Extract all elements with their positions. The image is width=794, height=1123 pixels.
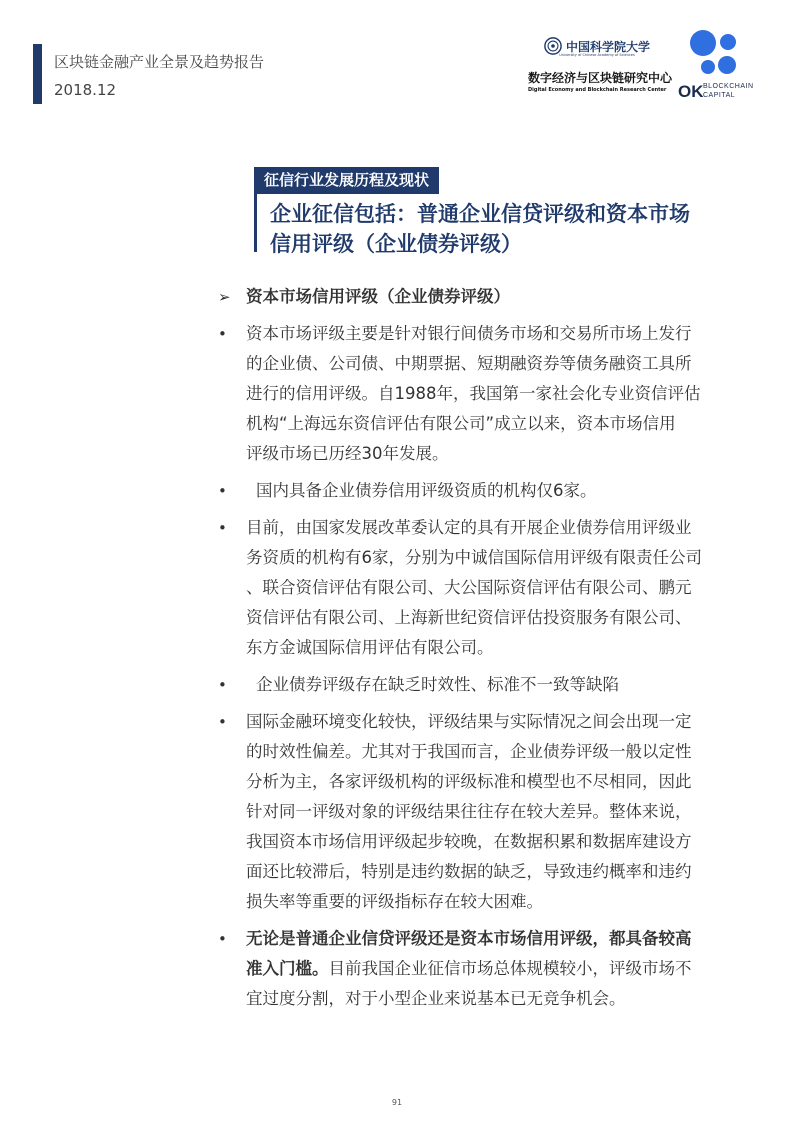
paragraph-line: 针对同一评级对象的评级结果往往存在较大差异。整体来说， bbox=[246, 802, 692, 821]
paragraph-line: 评级市场已历经30年发展。 bbox=[246, 444, 449, 463]
bullet-icon: • bbox=[218, 930, 227, 948]
ucas-center-logo bbox=[528, 34, 673, 104]
body-content bbox=[216, 282, 766, 1021]
paragraph-line: 企业债券评级存在缺乏时效性、标准不一致等缺陷 bbox=[256, 675, 619, 694]
paragraph-line: 目前，由国家发展改革委认定的具有开展企业债券信用评级业 bbox=[246, 518, 692, 537]
headline-line: 企业征信包括：普通企业信贷评级和资本市场 bbox=[270, 202, 690, 226]
ok-text-blockchain: BLOCKCHAIN bbox=[703, 83, 754, 90]
bullet-icon: • bbox=[218, 325, 227, 343]
arrow-bullet-icon: ➢ bbox=[218, 288, 231, 306]
paragraph-line: 资本市场评级主要是针对银行间债务市场和交易所市场上发行 bbox=[246, 324, 692, 343]
header-accent-bar bbox=[33, 44, 42, 104]
subhead-text: 资本市场信用评级（企业债券评级） bbox=[246, 287, 510, 306]
paragraph-line: 我国资本市场信用评级起步较晚，在数据积累和数据库建设方 bbox=[246, 832, 692, 851]
paragraph-line: 损失率等重要的评级指标存在较大困难。 bbox=[246, 892, 543, 911]
paragraph-line: 分析为主，各家评级机构的评级标准和模型也不尽相同，因此 bbox=[246, 772, 692, 791]
paragraph-line: 进行的信用评级。自1988年，我国第一家社会化专业资信评估 bbox=[246, 384, 701, 403]
bullet-icon: • bbox=[218, 482, 227, 500]
paragraph-line: 、联合资信评估有限公司、大公国际资信评估有限公司、鹏元 bbox=[246, 578, 692, 597]
subhead-item bbox=[216, 282, 766, 312]
bullet-item bbox=[216, 476, 766, 506]
report-title: 区块链金融产业全景及趋势报告 bbox=[54, 53, 265, 71]
paragraph-line: 资信评估有限公司、上海新世纪资信评估投资服务有限公司、 bbox=[246, 608, 692, 627]
bullet-item bbox=[216, 707, 766, 917]
paragraph-line: 国际金融环境变化较快，评级结果与实际情况之间会出现一定 bbox=[246, 712, 692, 731]
bullet-item bbox=[216, 924, 766, 1014]
bullet-item bbox=[216, 319, 766, 469]
paragraph-line: 面还比较滞后，特别是违约数据的缺乏，导致违约概率和违约 bbox=[246, 862, 692, 881]
ok-blockchain-capital-logo bbox=[676, 30, 758, 104]
page-headline bbox=[270, 199, 770, 259]
paragraph-line: 的企业债、公司债、中期票据、短期融资券等债务融资工具所 bbox=[246, 354, 692, 373]
emphasis-text: 准入门槛。 bbox=[246, 959, 329, 978]
ok-text-capital: CAPITAL bbox=[703, 92, 736, 99]
headline-line: 信用评级（企业债券评级） bbox=[270, 232, 522, 256]
section-tab: 征信行业发展历程及现状 bbox=[254, 167, 439, 194]
paragraph-line: 机构“上海远东资信评估有限公司”成立以来，资本市场信用 bbox=[246, 414, 676, 433]
paragraph-text: 目前我国企业征信市场总体规模较小，评级市场不 bbox=[328, 959, 692, 978]
bullet-icon: • bbox=[218, 519, 227, 537]
ucas-name: 中国科学院大学 bbox=[565, 39, 650, 54]
bullet-item bbox=[216, 513, 766, 663]
ok-mark: OK bbox=[678, 82, 704, 101]
paragraph-line bbox=[246, 954, 766, 984]
report-date: 2018.12 bbox=[54, 81, 117, 99]
ok-brand-text bbox=[703, 82, 754, 100]
emphasis-line: 无论是普通企业信贷评级还是资本市场信用评级，都具备较高 bbox=[246, 929, 692, 948]
bullet-item bbox=[216, 670, 766, 700]
paragraph-line: 的时效性偏差。尤其对于我国而言，企业债券评级一般以定性 bbox=[246, 742, 692, 761]
bullet-icon: • bbox=[218, 713, 227, 731]
page-number: 91 bbox=[391, 1098, 403, 1107]
ok-dots-icon bbox=[688, 30, 738, 76]
bullet-icon: • bbox=[218, 676, 227, 694]
paragraph-line: 东方金诚国际信用评估有限公司。 bbox=[246, 638, 494, 657]
ucas-name-en: University of Chinese Academy of Sciences bbox=[559, 53, 635, 57]
research-center-name: 数字经济与区块链研究中心 bbox=[528, 71, 673, 85]
research-center-name-en: Digital Economy and Blockchain Research Center bbox=[528, 87, 667, 93]
paragraph-line: 务资质的机构有6家，分别为中诚信国际信用评级有限责任公司 bbox=[246, 548, 702, 567]
headline-accent-bar bbox=[254, 194, 257, 252]
paragraph-line: 国内具备企业债券信用评级资质的机构仅6家。 bbox=[256, 481, 597, 500]
paragraph-line: 宜过度分割，对于小型企业来说基本已无竞争机会。 bbox=[246, 989, 626, 1008]
